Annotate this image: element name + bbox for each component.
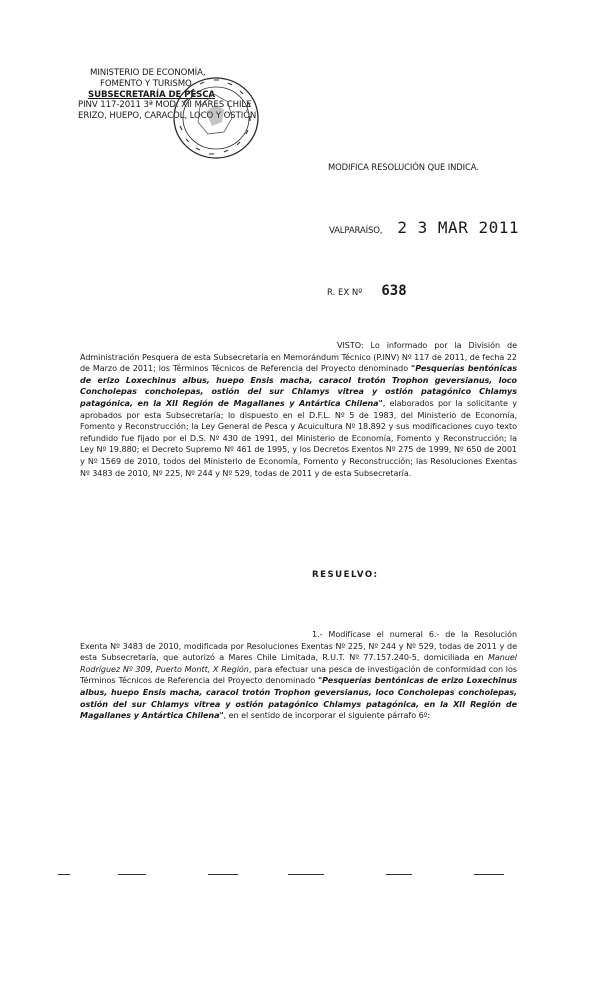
resolution-number-value: 638: [381, 283, 407, 299]
footer-rule: [288, 874, 324, 875]
resolution-label: R. EX Nº: [327, 288, 363, 298]
visto-label: VISTO:: [337, 341, 364, 350]
footer-rule: [58, 874, 70, 875]
article-1-project-title: "Pesquerías bentónicas de erizo Loxechinus albus, huepo Ensis macha, caracol trotón Trophon geversianus, loco Concholepas concholepas, ostión del sur Chlamys vitrea y ostión patagónico Chlamys patagónica, en la XII Región de Magallanes y Antártica Chilena": [80, 676, 517, 721]
visto-paragraph: [80, 340, 517, 479]
article-1-text-continued: , para efectuar una pesca de investigación de conformidad con los Términos Técnicos de Referencia del Proyecto denominado: [80, 664, 517, 686]
visto-text: Lo informado por la División de Administración Pesquera de esta Subsecretaría en Memorándum Técnico (P.INV) Nº 117 de 2011, de fecha 22 de Marzo de 2011; los Términos Técnicos de Referencia del Proyecto denominado: [80, 341, 518, 374]
date-stamp: 2 3 MAR 2011: [397, 218, 519, 237]
article-1-text-end: , en el sentido de incorporar el siguiente párrafo 6º:: [223, 711, 431, 721]
undersecretariat-name: SUBSECRETARÍA DE PESCA: [88, 89, 215, 100]
visto-text-continued: , elaborados por la solicitante y aprobados por esta Subsecretaría; lo dispuesto en el D.F.L. Nº 5 de 1983, del Ministerio de Economía, Fomento y Reconstrucción; la Ley General de Pesca y Acuicultura Nº 18.892 y sus modificaciones cuyo texto refundido fue fijado por el D.S. Nº 430 de 1991, del Ministerio de Economía, Fomento y Reconstrucción; la Ley Nº 19.880; el Decreto Supremo Nº 461 de 1995, y los Decretos Exentos Nº 275 de 1999, Nº 650 de 2001 y Nº 1569 de 2010, todos del Ministerio de Economía, Fomento y Reconstrucción; las Resoluciones Exentas Nº 3483 de 2010, Nº 225, Nº 244 y Nº 529, todas de 2011 y de esta Subsecretaría.: [80, 398, 517, 478]
resolution-number: [327, 280, 407, 299]
article-1-address: Manuel Rodríguez Nº 309, Puerto Montt, X Región: [80, 653, 517, 674]
article-1-number: 1.-: [312, 630, 323, 639]
ministry-name: MINISTERIO DE ECONOMÍA,: [90, 68, 206, 78]
species-reference: ERIZO, HUEPO, CARACOL, LOCO Y OSTIÓN: [78, 111, 257, 122]
reference-code: PINV 117-2011 3ª MOD. XII MARES CHILE: [78, 100, 252, 111]
city: VALPARAÍSO,: [329, 226, 383, 236]
document-subject: MODIFICA RESOLUCIÓN QUE INDICA.: [328, 162, 479, 172]
footer-rule: [208, 874, 238, 875]
ministry-name-continued: FOMENTO Y TURISMO: [100, 78, 192, 89]
visto-project-title: "Pesquerías bentónicas de erizo Loxechinus albus, huepo Ensis macha, caracol trotón Trophon geversianus, loco Concholepas concholepas, ostión del sur Chlamys vitrea y ostión patagónico Chlamys patagónica, en la XII Región de Magallanes y Antártica Chilena": [80, 364, 517, 408]
footer-rule: [118, 874, 146, 875]
footer-rule: [386, 874, 412, 875]
article-1-text: Modifícase el numeral 6.- de la Resolución Exenta Nº 3483 de 2010, modificada por Resoluciones Exentas Nº 225, Nº 244 y Nº 529, todas de 2011 y de esta Subsecretaría, que autorizó a Mares Chile Limitada, R.U.T. Nº 77.157.240-5, domiciliada en: [80, 630, 518, 663]
resuelvo-heading: RESUELVO:: [312, 570, 379, 580]
ministry-stamp-icon: [170, 72, 262, 164]
footer-rule: [474, 874, 504, 875]
footer-signature-lines: [0, 868, 600, 878]
dateline: [329, 218, 519, 237]
article-1-paragraph: [80, 629, 517, 722]
